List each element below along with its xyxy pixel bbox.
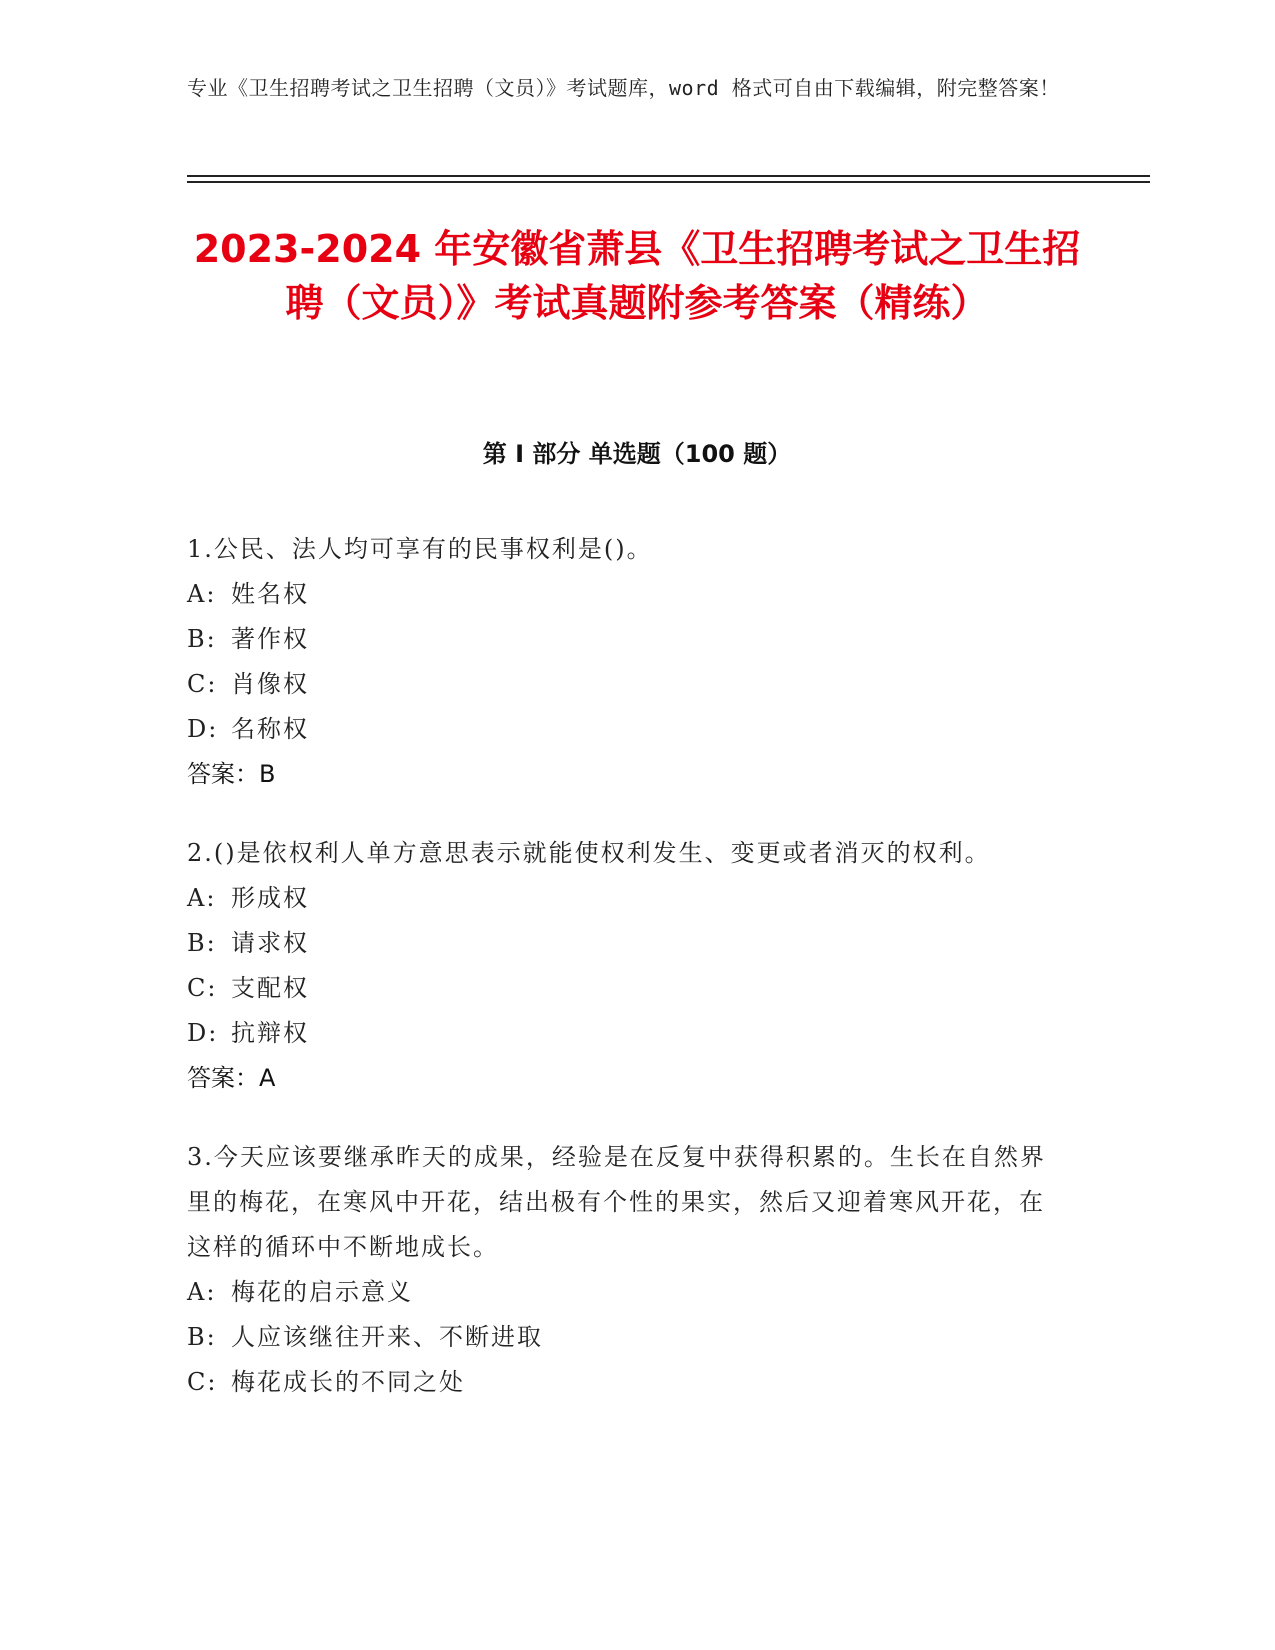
option-a [187, 572, 1057, 617]
option-letter: A: [187, 1278, 217, 1306]
option-text: 名称权 [231, 715, 309, 743]
option-letter: B: [187, 929, 217, 957]
option-text: 梅花的启示意义 [231, 1278, 413, 1306]
document-title: 2023-2024 年安徽省萧县《卫生招聘考试之卫生招聘（文员）》考试真题附参考答案（精练） [193, 227, 1081, 325]
option-text: 梅花成长的不同之处 [231, 1368, 465, 1396]
option-letter: A: [187, 884, 217, 912]
header-divider-bottom [187, 181, 1150, 183]
option-letter: B: [187, 1323, 217, 1351]
option-letter: C: [187, 670, 218, 698]
header-note: 专业《卫生招聘考试之卫生招聘（文员）》考试题库，word 格式可自由下载编辑，附完整答案！ [187, 76, 1060, 100]
question-3 [187, 1135, 1057, 1405]
option-a [187, 1270, 1057, 1315]
option-text: 肖像权 [231, 670, 309, 698]
question-1 [187, 527, 1057, 797]
option-b [187, 1315, 1057, 1360]
option-c [187, 662, 1057, 707]
option-c [187, 966, 1057, 1011]
option-text: 姓名权 [231, 580, 309, 608]
question-stem: 1.公民、法人均可享有的民事权利是()。 [187, 535, 653, 563]
option-b [187, 617, 1057, 662]
option-text: 著作权 [231, 625, 309, 653]
option-text: 支配权 [231, 974, 309, 1002]
option-d [187, 707, 1057, 752]
option-letter: B: [187, 625, 217, 653]
option-c [187, 1360, 1057, 1405]
section-title: 第 I 部分 单选题（100 题） [482, 440, 792, 468]
option-text: 抗辩权 [231, 1019, 309, 1047]
answer-line: 答案：A [187, 1064, 276, 1092]
option-d [187, 1011, 1057, 1056]
option-text: 人应该继往开来、不断进取 [231, 1323, 543, 1351]
option-letter: D: [187, 715, 219, 743]
question-stem: 2.()是依权利人单方意思表示就能使权利发生、变更或者消灭的权利。 [187, 839, 991, 867]
question-2 [187, 831, 1057, 1101]
header-divider-top [187, 175, 1150, 177]
option-a [187, 876, 1057, 921]
option-text: 形成权 [231, 884, 309, 912]
option-letter: D: [187, 1019, 219, 1047]
question-stem: 3.今天应该要继承昨天的成果，经验是在反复中获得积累的。生长在自然界里的梅花，在寒风中开花，结出极有个性的果实，然后又迎着寒风开花，在这样的循环中不断地成长。 [187, 1143, 1046, 1261]
option-b [187, 921, 1057, 966]
option-letter: C: [187, 974, 218, 1002]
option-letter: C: [187, 1368, 218, 1396]
question-list [187, 527, 1057, 1439]
answer-line: 答案：B [187, 760, 276, 788]
option-text: 请求权 [231, 929, 309, 957]
option-letter: A: [187, 580, 217, 608]
